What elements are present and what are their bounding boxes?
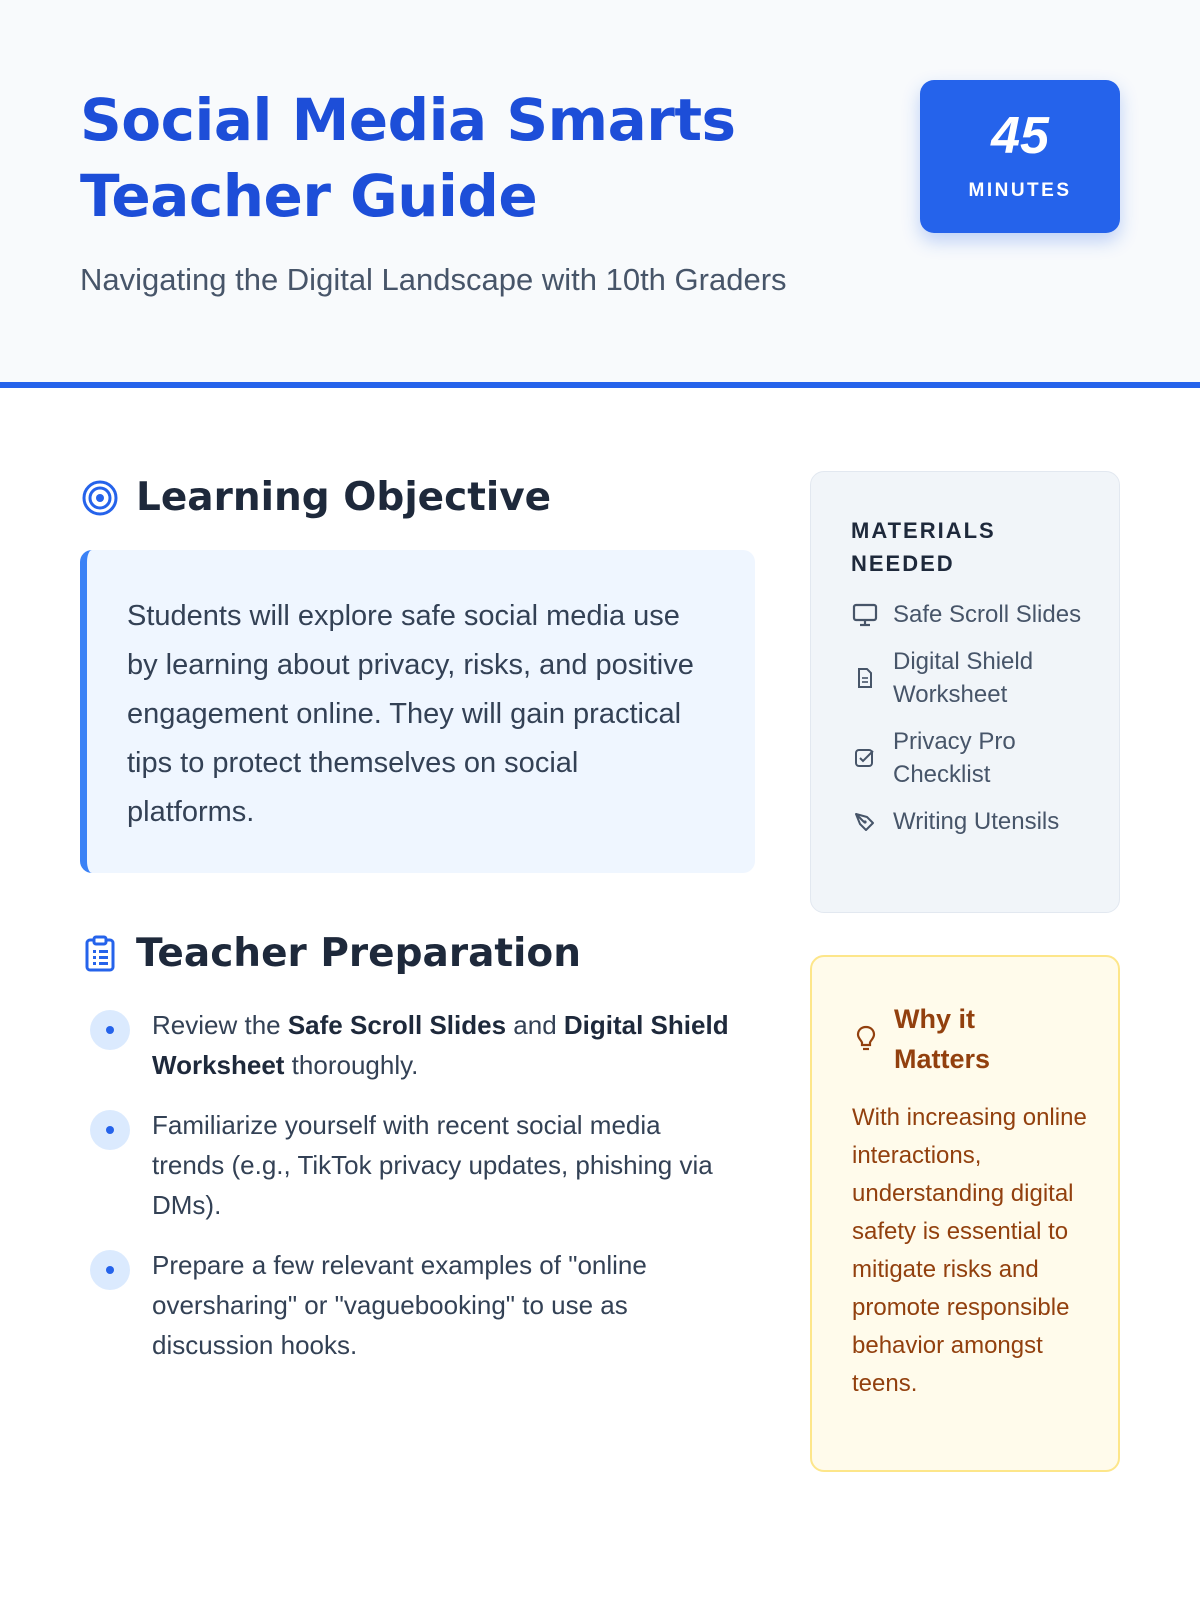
emphasis-text: Safe Scroll Slides xyxy=(287,1010,507,1040)
why-it-matters-panel xyxy=(810,955,1120,1472)
objective-callout xyxy=(80,550,755,873)
preparation-text xyxy=(152,1005,740,1085)
material-label: Safe Scroll Slides xyxy=(893,601,1082,628)
pen-icon xyxy=(851,808,879,836)
material-item xyxy=(851,805,1089,838)
text-fragment: Familiarize yourself with recent social media trends (e.g., TikTok privacy updates, phishing via DMs). xyxy=(152,1110,713,1220)
page-subtitle: Navigating the Digital Landscape with 10th Graders xyxy=(80,262,787,297)
why-title: Why it Matters xyxy=(894,1004,991,1074)
preparation-text xyxy=(152,1105,740,1225)
monitor-icon xyxy=(851,601,879,629)
preparation-title: Teacher Preparation xyxy=(136,931,581,976)
text-fragment: and xyxy=(506,1010,564,1040)
material-item xyxy=(851,598,1089,631)
duration-unit: MINUTES xyxy=(968,180,1072,201)
materials-panel xyxy=(810,471,1120,913)
preparation-item xyxy=(90,1245,740,1365)
target-icon xyxy=(80,478,120,518)
checkbox-icon xyxy=(851,744,879,772)
emphasis-text: Digital Shield Worksheet xyxy=(152,1010,729,1080)
objective-heading xyxy=(80,475,551,520)
text-fragment: Prepare a few relevant examples of "online oversharing" or "vaguebooking" to use as discussion hooks. xyxy=(152,1250,647,1360)
preparation-item xyxy=(90,1005,740,1085)
why-text: With increasing online interactions, understanding digital safety is essential to mitigate risks and promote responsible behavior amongst teens. xyxy=(852,1104,1087,1397)
lightbulb-icon xyxy=(852,1025,880,1053)
bullet-icon xyxy=(90,1110,130,1150)
preparation-item xyxy=(90,1105,740,1225)
materials-title: MATERIALS NEEDED xyxy=(851,518,996,576)
bullet-icon xyxy=(90,1010,130,1050)
material-label: Writing Utensils xyxy=(893,808,1060,835)
clipboard-icon xyxy=(80,934,120,974)
material-item xyxy=(851,645,1089,711)
material-label: Privacy Pro Checklist xyxy=(893,728,1016,788)
objective-text: Students will explore safe social media use by learning about privacy, risks, and positive engagement online. They will gain practical tips to protect themselves on social platforms. xyxy=(127,600,694,828)
preparation-heading xyxy=(80,931,581,976)
material-label: Digital Shield Worksheet xyxy=(893,648,1034,708)
text-fragment: thoroughly. xyxy=(284,1050,419,1080)
material-item xyxy=(851,725,1089,791)
bullet-icon xyxy=(90,1250,130,1290)
page-title: Social Media Smarts Teacher Guide xyxy=(80,86,736,230)
guide-header xyxy=(0,0,1200,388)
preparation-text xyxy=(152,1245,740,1365)
duration-badge xyxy=(920,80,1120,233)
preparation-list xyxy=(90,1005,740,1385)
objective-title: Learning Objective xyxy=(136,475,552,520)
why-heading xyxy=(852,999,1088,1079)
text-fragment: Review the xyxy=(152,1010,288,1040)
document-icon xyxy=(851,664,879,692)
duration-value: 45 xyxy=(991,107,1049,165)
